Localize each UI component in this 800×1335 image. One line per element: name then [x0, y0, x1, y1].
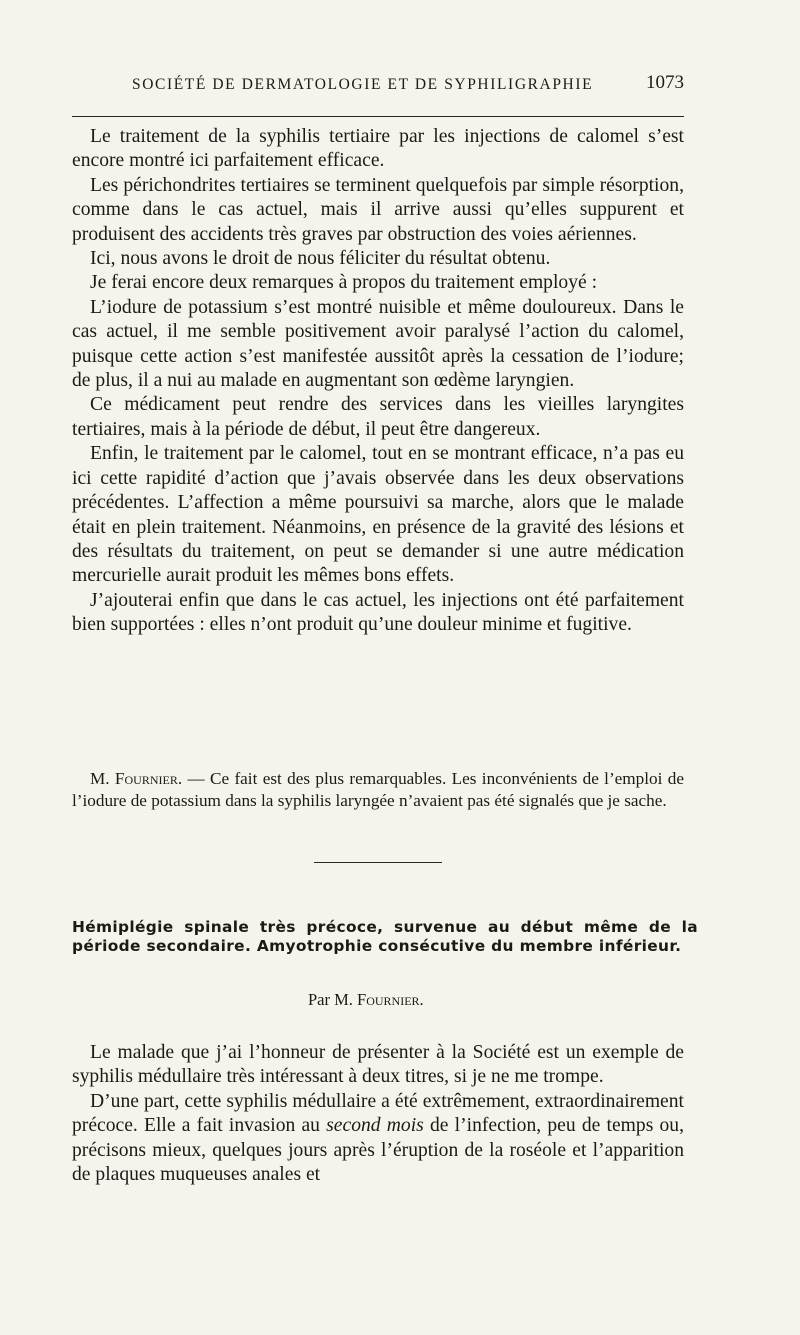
paragraph	[72, 1090, 684, 1188]
article-byline	[308, 990, 424, 1010]
paragraph: Enfin, le traitement par le calomel, tout en se montrant efficace, n’a pas eu ici cette rapidité d’action que j’avais observée dans les deux observations précédentes. L’affection a même poursuivi sa marche, alors que le malade était en plein traitement. Néanmoins, en présence de la gravité des lésions et des résultats du traitement, on peut se demander si une autre médication mercurielle aurait produit les mêmes bons effets.	[72, 443, 684, 587]
paragraph: Le malade que j’ai l’honneur de présenter à la Société est un exemple de syphilis médullaire très intéressant à deux titres, si je ne me trompe.	[72, 1042, 684, 1088]
byline-author: Fournier.	[357, 990, 424, 1009]
running-title: SOCIÉTÉ DE DERMATOLOGIE ET DE SYPHILIGRAPHIE	[132, 76, 594, 93]
comment-text: — Ce fait est des plus remarquables. Les inconvénients de l’emploi de l’iodure de potassium dans la syphilis laryngée n’avaient pas été signalés que je sache.	[72, 769, 684, 811]
paragraph-text: de l’infection, peu de temps ou, précisons mieux, quelques jours après l’éruption de la roséole et l’apparition de plaques muqueuses anales et	[72, 1115, 684, 1186]
paragraph: Je ferai encore deux remarques à propos du traitement employé :	[90, 272, 598, 294]
paragraph: J’ajouterai enfin que dans le cas actuel, les injections ont été parfaitement bien supportées : elles n’ont produit qu’une douleur minime et fugitive.	[72, 589, 684, 636]
byline-prefix: Par M.	[308, 990, 358, 1009]
section-separator	[314, 862, 442, 863]
paragraph: Les périchondrites tertiaires se terminent quelquefois par simple résorption, comme dans le cas actuel, mais il arrive aussi qu’elles suppurent et produisent des accidents très graves par obstruction des voies aériennes.	[72, 174, 684, 245]
comment-paragraph	[72, 768, 684, 812]
page-number: 1073	[646, 72, 684, 93]
emphasis-text: second mois	[326, 1115, 424, 1137]
section-one	[72, 125, 684, 638]
paragraph: L’iodure de potassium s’est montré nuisible et même douloureux. Dans le cas actuel, il me semble positivement avoir paralysé l’action du calomel, puisque cette action s’est manifestée aussitôt après la cessation de l’iodure; de plus, il a nui au malade en augmentant son œdème laryngien.	[72, 296, 684, 392]
paragraph-text: D’une part, cette syphilis médullaire a été extrêmement, extraordinairement précoce. Elle a fait invasion au	[72, 1090, 684, 1137]
header-rule	[72, 116, 684, 117]
section-two	[72, 1041, 684, 1187]
page-header	[72, 72, 684, 102]
paragraph: Ce médicament peut rendre des services dans les vieilles laryngites tertiaires, mais à la période de début, il peut être dangereux.	[72, 394, 684, 440]
paragraph: Ici, nous avons le droit de nous féliciter du résultat obtenu.	[90, 248, 551, 270]
article-title: Hémiplégie spinale très précoce, survenue au début même de la période secondaire. Amyotrophie consécutive du membre inférieur.	[72, 918, 698, 956]
speaker-name: M. Fournier.	[90, 769, 183, 788]
discussion-comment	[72, 768, 684, 812]
paragraph: Le traitement de la syphilis tertiaire par les injections de calomel s’est encore montré ici parfaitement efficace.	[72, 126, 684, 172]
